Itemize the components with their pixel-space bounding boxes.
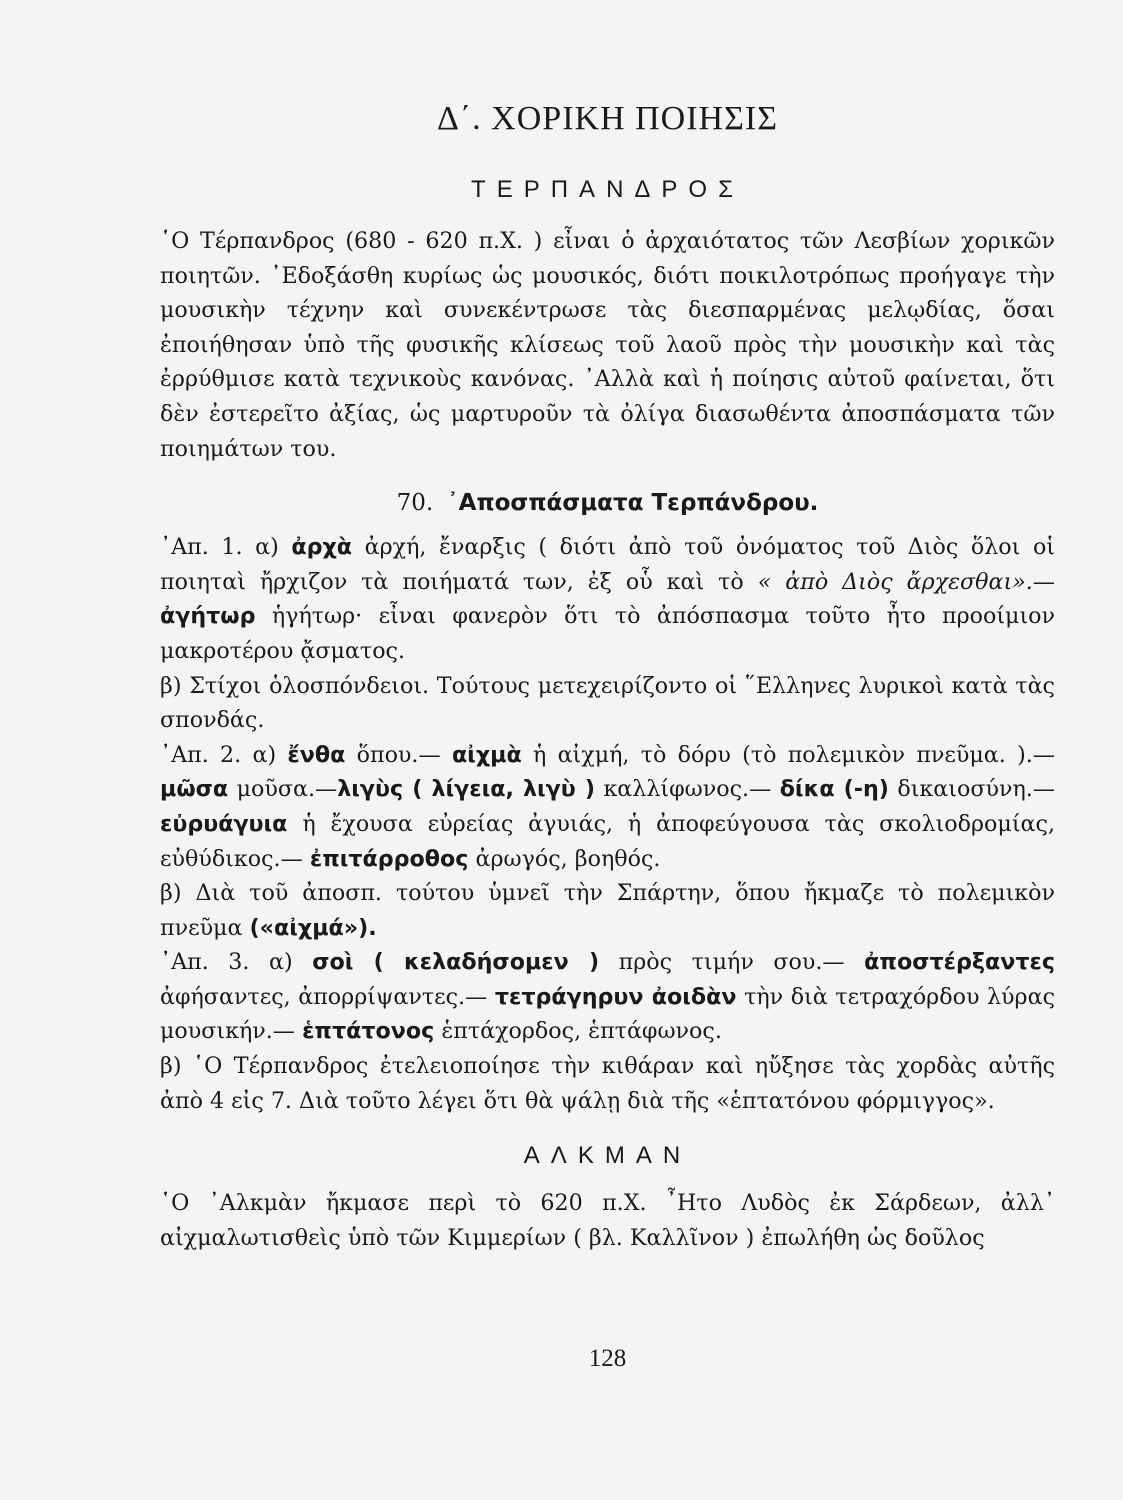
- fragment-2-prefix: ᾿Απ. 2. α): [160, 741, 277, 768]
- gloss-word: τετράγηρυν ἀοιδὰν: [494, 983, 737, 1010]
- gloss-text: τὴν διὰ τετραχόρδου λύρας μουσικήν.—: [160, 983, 1055, 1045]
- gloss-word: σοὶ ( κελαδήσομεν ): [312, 949, 600, 976]
- page-number: 128: [588, 1345, 627, 1372]
- chapter-title: Δ΄. ΧΟΡΙΚΗ ΠΟΙΗΣΙΣ: [436, 100, 779, 137]
- fragment-2-a: [160, 738, 1055, 876]
- fragments-heading-number: 70.: [396, 490, 434, 517]
- terpandros-intro-paragraph: ῾Ο Τέρπανδρος (680 - 620 π.Χ. ) εἶναι ὁ ἀρχαιότατος τῶν Λεσβίων χορικῶν ποιητῶν. ᾿Εδοξάσθη κυρίως ὡς μουσικός, διότι ποικιλοτρόπως προήγαγε τὴν μουσικὴν τέχνην καὶ συνεκέντρωσε τὰς διεσπαρμένας μελῳδίας, ὅσαι ἐποιήθησαν ὑπὸ τῆς φυσικῆς κλίσεως τοῦ λαοῦ πρὸς τὴν μουσικὴν καὶ τὰς ἐρρύθμισε κατὰ τεχνικοὺς κανόνας. ᾿Αλλὰ καὶ ἡ ποίησις αὐτοῦ φαίνεται, ὅτι δὲν ἐστερεῖτο ἀξίας, ὡς μαρτυροῦν τὰ ὀλίγα διασωθέντα ἀποσπάσματα τῶν ποιημάτων του.: [160, 228, 1055, 462]
- gloss-text: ἀφήσαντες, ἀπορρίψαντες.—: [160, 983, 488, 1010]
- section-title-alkman: ΑΛΚΜΑΝ: [523, 1142, 692, 1170]
- gloss-word: αἰχμὰ: [451, 741, 522, 768]
- gloss-text: μοῦσα.—: [236, 776, 338, 803]
- fragments-heading-label: ᾿Αποσπάσματα Τερπάνδρου.: [447, 490, 819, 517]
- section-title-terpandros: ΤΕΡΠΑΝΔΡΟΣ: [471, 176, 744, 203]
- fragment-2-b: [160, 876, 1055, 945]
- fragment-1-prefix: ᾿Απ. 1. α): [160, 534, 279, 561]
- gloss-word: ἀγήτωρ: [160, 603, 256, 630]
- gloss-word: ἑπτάτονος: [302, 1018, 435, 1045]
- gloss-text: καλλίφωνος.—: [603, 776, 772, 803]
- fragment-3-a: [160, 945, 1055, 1049]
- gloss-word: ἔνθα: [287, 741, 346, 768]
- gloss-text: πρὸς τιμήν σου.—: [618, 949, 845, 976]
- gloss-word: ἀρχὰ: [291, 534, 353, 561]
- gloss-word: εὐρυάγυια: [160, 810, 288, 837]
- fragment-2-b-bold: («αἰχμά»).: [249, 914, 377, 941]
- gloss-word: δίκα (-η): [779, 776, 889, 803]
- book-page: [160, 100, 1055, 1480]
- gloss-text: δικαιοσύνη.—: [897, 776, 1055, 803]
- gloss-word: λιγὺς ( λίγεια, λιγὺ ): [337, 776, 596, 803]
- fragment-3-prefix: ᾿Απ. 3. α): [160, 949, 293, 976]
- fragment-1-b: β) Στίχοι ὁλοσπόνδειοι. Τούτους μετεχειρίζοντο οἱ ῞Ελληνες λυρικοὶ κατὰ τὰς σπονδάς.: [160, 672, 1055, 734]
- fragment-3-b: β) ῾Ο Τέρπανδρος ἐτελειοποίησε τὴν κιθάραν καὶ ηὔξησε τὰς χορδὰς αὐτῆς ἀπὸ 4 εἰς 7. Διὰ τοῦτο λέγει ὅτι θὰ ψάλῃ διὰ τῆς «ἑπτατόνου φόρμιγγος».: [160, 1053, 1055, 1114]
- dash: —: [1032, 568, 1055, 595]
- fragments-heading: [160, 490, 1055, 516]
- quote-text: « ἀπὸ Διὸς ἄρχεσθαι».: [757, 568, 1033, 595]
- gloss-text: ἡγήτωρ· εἶναι φανερὸν ὅτι τὸ ἀπόσπασμα τοῦτο ἦτο προοίμιον μακροτέρου ᾄσματος.: [160, 603, 1055, 664]
- gloss-text: ἑπτάχορδος, ἑπτάφωνος.: [441, 1018, 722, 1045]
- gloss-text: ἀρχή, ἔναρξις ( διότι ἀπὸ τοῦ ὀνόματος τοῦ Διὸς ὅλοι οἱ ποιηταὶ ἤρχιζον τὰ ποιήματά των, ἐξ οὗ καὶ τὸ: [160, 534, 1056, 595]
- alkman-intro-paragraph: ῾Ο ᾿Αλκμὰν ἤκμασε περὶ τὸ 620 π.Χ. ῏Ητο Λυδὸς ἐκ Σάρδεων, ἀλλ᾿ αἰχμαλωτισθεὶς ὑπὸ τῶν Κιμμερίων ( βλ. Καλλῖνον ) ἐπωλήθη ὡς δοῦλος: [160, 1190, 1055, 1251]
- fragment-2-b-text: β) Διὰ τοῦ ἀποσπ. τούτου ὑμνεῖ τὴν Σπάρτην, ὅπου ἤκμαζε τὸ πολεμικὸν πνεῦμα: [160, 880, 1055, 941]
- gloss-text: ὅπου.—: [356, 741, 441, 768]
- gloss-word: ἐπιτάρροθος: [309, 845, 469, 872]
- gloss-text: ἡ αἰχμή, τὸ δόρυ (τὸ πολεμικὸν πνεῦμα. ).—: [533, 741, 1055, 768]
- gloss-text: ἀρωγός, βοηθός.: [475, 845, 661, 872]
- gloss-word: ἀποστέρξαντες: [864, 949, 1055, 976]
- gloss-word: μῶσα: [160, 776, 229, 803]
- gloss-text: ἡ ἔχουσα εὐρείας ἀγυιάς, ἡ ἀποφεύγουσα τὰς σκολιοδρομίας, εὐθύδικος.—: [160, 810, 1055, 872]
- fragment-1-a: [160, 530, 1055, 668]
